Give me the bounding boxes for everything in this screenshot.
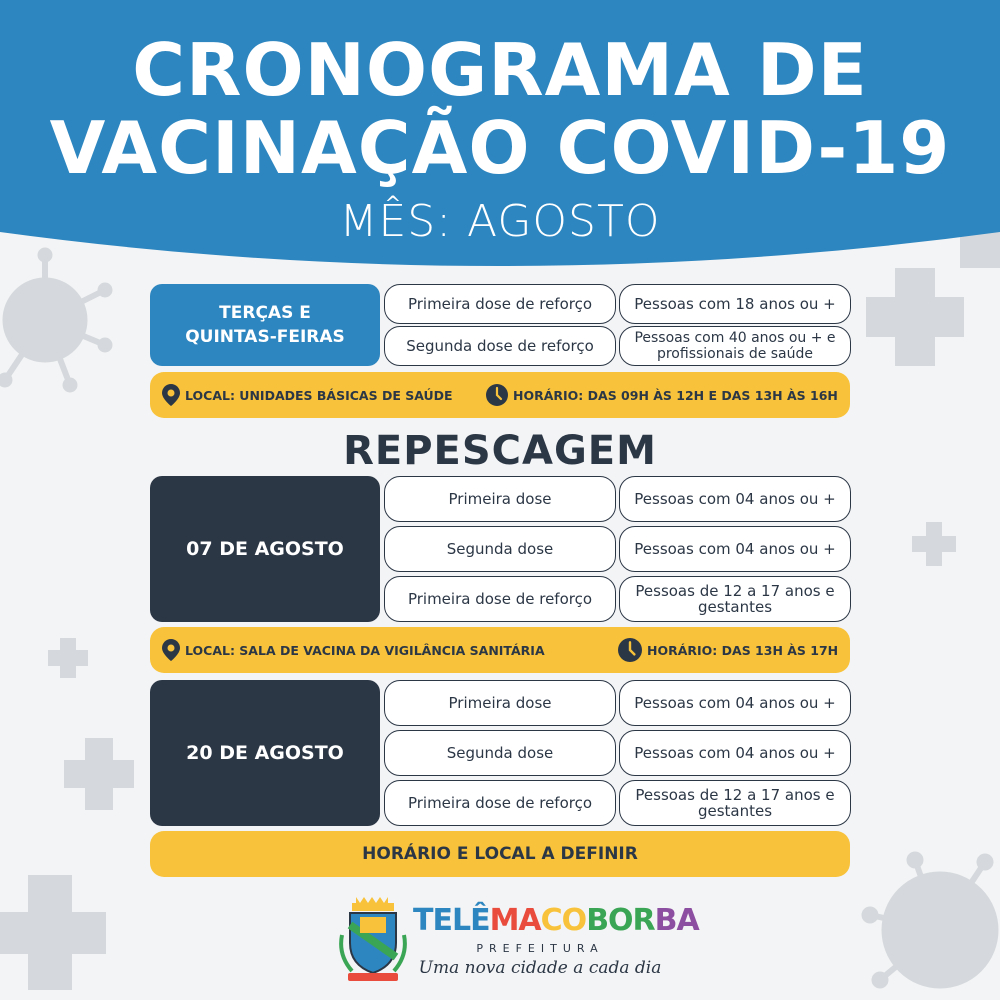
event1-public-3: Pessoas de 12 a 17 anos e gestantes <box>619 576 851 622</box>
plus-cross-icon <box>48 638 88 678</box>
routine-info-bar <box>150 372 850 418</box>
event2-dose-2: Segunda dose <box>384 730 616 776</box>
plus-cross-icon <box>64 738 134 810</box>
brand-part-3: CO <box>540 903 587 938</box>
location-pin-icon <box>162 384 180 406</box>
routine-public-1: Pessoas com 18 anos ou + <box>619 284 851 324</box>
routine-location: LOCAL: UNIDADES BÁSICAS DE SAÚDE <box>185 387 453 403</box>
virus-icon <box>862 852 998 988</box>
event1-public-2: Pessoas com 04 anos ou + <box>619 526 851 572</box>
location-pin-icon <box>162 639 180 661</box>
title-line-2: VACINAÇÃO COVID-19 <box>49 106 951 190</box>
event2-public-3: Pessoas de 12 a 17 anos e gestantes <box>619 780 851 826</box>
event1-schedule: HORÁRIO: DAS 13H ÀS 17H <box>647 642 839 658</box>
brand-part-5: BA <box>654 903 699 938</box>
event1-location: LOCAL: SALA DE VACINA DA VIGILÂNCIA SANITÁRIA <box>185 642 545 658</box>
brand-name <box>413 903 699 938</box>
event1-dose-3: Primeira dose de reforço <box>384 576 616 622</box>
brand-part-2: MA <box>489 903 541 938</box>
event1-public-1: Pessoas com 04 anos ou + <box>619 476 851 522</box>
plus-cross-icon <box>912 522 956 566</box>
header-banner <box>0 0 1000 290</box>
event1-date: 07 DE AGOSTO <box>186 538 344 560</box>
brand-part-1: TELÊ <box>413 903 490 938</box>
prefeitura-label: PREFEITURA <box>476 942 604 955</box>
event1-dose-1: Primeira dose <box>384 476 616 522</box>
routine-dose-1: Primeira dose de reforço <box>384 284 616 324</box>
routine-dose-2: Segunda dose de reforço <box>384 326 616 366</box>
routine-public-2: Pessoas com 40 anos ou + e profissionais de saúde <box>619 326 851 366</box>
coat-of-arms-icon <box>338 895 408 985</box>
clock-icon <box>618 638 642 662</box>
event2-dose-1: Primeira dose <box>384 680 616 726</box>
clock-icon <box>486 384 508 406</box>
event2-note: HORÁRIO E LOCAL A DEFINIR <box>362 844 638 864</box>
event2-date: 20 DE AGOSTO <box>186 742 344 764</box>
brand-part-4: BOR <box>586 903 655 938</box>
month-subtitle: MÊS: AGOSTO <box>339 196 661 247</box>
event2-public-2: Pessoas com 04 anos ou + <box>619 730 851 776</box>
event2-dose-3: Primeira dose de reforço <box>384 780 616 826</box>
slogan: Uma nova cidade a cada dia <box>418 958 662 978</box>
repescagem-heading: REPESCAGEM <box>343 428 657 474</box>
title-line-1: CRONOGRAMA DE <box>132 28 868 112</box>
event1-info-bar <box>150 627 850 673</box>
routine-days-label: TERÇAS E QUINTAS-FEIRAS <box>185 303 345 347</box>
routine-schedule: HORÁRIO: DAS 09H ÀS 12H E DAS 13H ÀS 16H <box>513 387 838 403</box>
event2-note-bar <box>150 831 850 877</box>
event1-dose-2: Segunda dose <box>384 526 616 572</box>
plus-cross-icon <box>0 875 106 990</box>
event2-date-box <box>150 680 380 826</box>
routine-days-box <box>150 284 380 366</box>
event2-public-1: Pessoas com 04 anos ou + <box>619 680 851 726</box>
event1-date-box <box>150 476 380 622</box>
